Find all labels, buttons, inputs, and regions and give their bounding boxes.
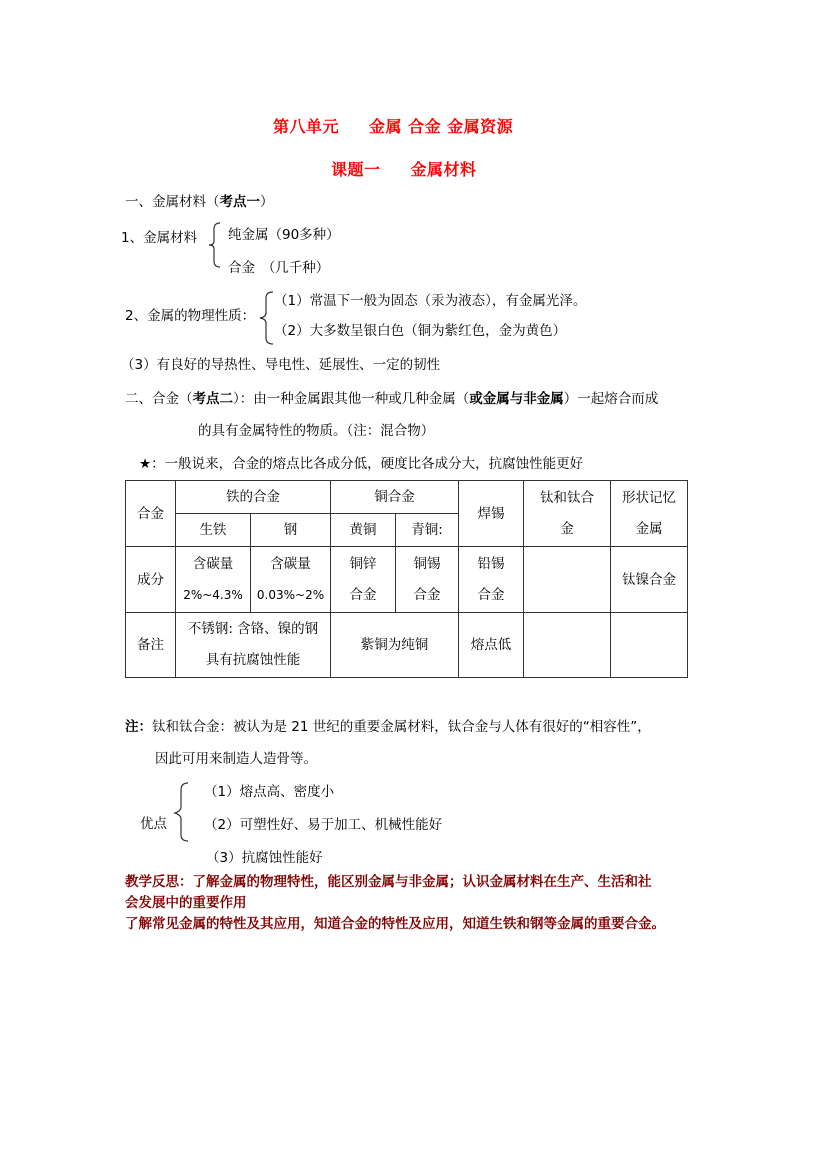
titanium-note-line1 xyxy=(125,718,651,736)
solder-note: 熔点低 xyxy=(459,613,524,678)
reflection-line1: 教学反思：了解金属的物理特性，能区别金属与非金属；认识金属材料在生产、生活和社 xyxy=(125,874,652,890)
iron-note xyxy=(176,613,331,678)
header-pig-iron: 生铁 xyxy=(176,514,251,547)
advantage-1: （1）熔点高、密度小 xyxy=(204,784,335,800)
steel-comp-line2: 0.03%~2% xyxy=(256,587,325,602)
header-bronze: 青铜: xyxy=(396,514,459,547)
titanium-composition xyxy=(524,547,611,613)
lesson-number: 课题一 xyxy=(331,160,381,179)
header-titanium xyxy=(524,481,611,547)
header-titanium-line2: 金 xyxy=(560,520,574,537)
bronze-composition xyxy=(396,547,459,613)
lesson-title xyxy=(331,157,477,180)
section1-heading-keypoint: 考点一 xyxy=(219,194,260,210)
item2-branch-state: （1）常温下一般为固态（汞为液态），有金属光泽。 xyxy=(274,293,587,309)
row-label-composition: 成分 xyxy=(126,547,176,613)
shape-memory-note xyxy=(611,613,688,678)
table-row-composition xyxy=(126,547,688,613)
item3-conductivity: （3）有良好的导热性、导电性、延展性、一定的韧性 xyxy=(121,357,441,373)
item2-branch-color: （2）大多数呈银白色（铜为紫红色，金为黄色） xyxy=(274,323,567,339)
section1-heading xyxy=(125,193,274,211)
section2-heading-mid: ）：由一种金属跟其他一种或几种金属（ xyxy=(233,391,470,407)
shape-memory-composition: 钛镍合金 xyxy=(611,547,688,613)
row-label-notes: 备注 xyxy=(126,613,176,678)
advantage-2: （2）可塑性好、易于加工、机械性能好 xyxy=(204,817,443,833)
item1-branch-alloy: 合金 （几千种） xyxy=(228,260,330,276)
lesson-name: 金属材料 xyxy=(410,160,477,179)
header-iron-alloy: 铁的合金 xyxy=(176,481,331,514)
section2-heading-suffix: ）一起熔合而成 xyxy=(563,391,659,407)
advantage-3: （3）抗腐蚀性能好 xyxy=(206,850,323,866)
header-copper-alloy: 铜合金 xyxy=(331,481,459,514)
header-brass: 黄铜 xyxy=(331,514,396,547)
item1-branch-pure-metal: 纯金属（90多种） xyxy=(228,227,340,243)
brass-comp-line2: 合金 xyxy=(349,586,377,603)
iron-note-line1: 不锈钢: 含铬、镍的钢 xyxy=(187,621,319,637)
steel-composition xyxy=(251,547,331,613)
titanium-note-line2: 因此可用来制造人造骨等。 xyxy=(155,751,317,767)
titanium-note xyxy=(524,613,611,678)
unit-number: 第八单元 xyxy=(273,117,340,136)
unit-topic: 金属 合金 金属资源 xyxy=(369,117,514,136)
note-line1-text: 钛和钛合金：被认为是 21 世纪的重要金属材料，钛合金与人体有很好的“相容性”， xyxy=(152,719,651,735)
header-shape-memory-line1: 形状记忆 xyxy=(622,489,676,506)
star-note-text: ：一般说来，合金的熔点比各成分低，硬度比各成分大，抗腐蚀性能更好 xyxy=(151,456,584,472)
alloy-table xyxy=(125,480,688,678)
star-note xyxy=(139,455,583,473)
item1-label: 1、金属材料 xyxy=(121,230,198,246)
header-steel: 钢 xyxy=(251,514,331,547)
header-titanium-line1: 钛和钛合 xyxy=(540,489,594,506)
bronze-comp-line2: 合金 xyxy=(413,586,441,603)
brace-icon xyxy=(206,221,226,269)
unit-title xyxy=(273,114,513,137)
solder-composition xyxy=(459,547,524,613)
item2-label: 2、金属的物理性质： xyxy=(125,308,256,324)
star-icon: ★ xyxy=(139,456,152,472)
section2-definition-line2: 的具有金属特性的物质。（注：混合物） xyxy=(198,423,435,439)
pig-iron-composition xyxy=(176,547,251,613)
section1-heading-suffix: ） xyxy=(260,194,274,210)
brace-icon xyxy=(172,781,190,843)
solder-comp-line1: 铅锡 xyxy=(477,555,505,572)
brass-comp-line1: 铜锌 xyxy=(349,555,377,572)
section2-heading-prefix: 二、合金（ xyxy=(125,391,193,407)
header-alloy: 合金 xyxy=(126,481,176,547)
pig-iron-comp-line2: 2%~4.3% xyxy=(183,587,243,602)
header-shape-memory-line2: 金属 xyxy=(635,520,663,537)
header-shape-memory xyxy=(611,481,688,547)
table-row-notes xyxy=(126,613,688,678)
copper-note: 紫铜为纯铜 xyxy=(331,613,459,678)
pig-iron-comp-line1: 含碳量 xyxy=(192,555,234,572)
note-label: 注： xyxy=(125,719,152,735)
solder-comp-line2: 合金 xyxy=(477,586,505,603)
section2-heading-keypoint: 考点二 xyxy=(192,391,233,407)
section2-heading xyxy=(125,390,658,408)
brass-composition xyxy=(331,547,396,613)
advantages-label: 优点 xyxy=(140,816,167,832)
iron-note-line2: 具有抗腐蚀性能 xyxy=(205,652,301,668)
reflection-line3: 了解常见金属的特性及其应用，知道合金的特性及应用，知道生铁和钢等金属的重要合金。 xyxy=(125,916,665,932)
reflection-line2: 会发展中的重要作用 xyxy=(125,895,247,911)
section2-heading-bold2: 或金属与非金属 xyxy=(469,391,564,407)
bronze-comp-line1: 铜锡 xyxy=(413,555,441,572)
steel-comp-line1: 含碳量 xyxy=(270,555,311,572)
header-solder: 焊锡 xyxy=(459,481,524,547)
section1-heading-prefix: 一、金属材料（ xyxy=(125,194,220,210)
